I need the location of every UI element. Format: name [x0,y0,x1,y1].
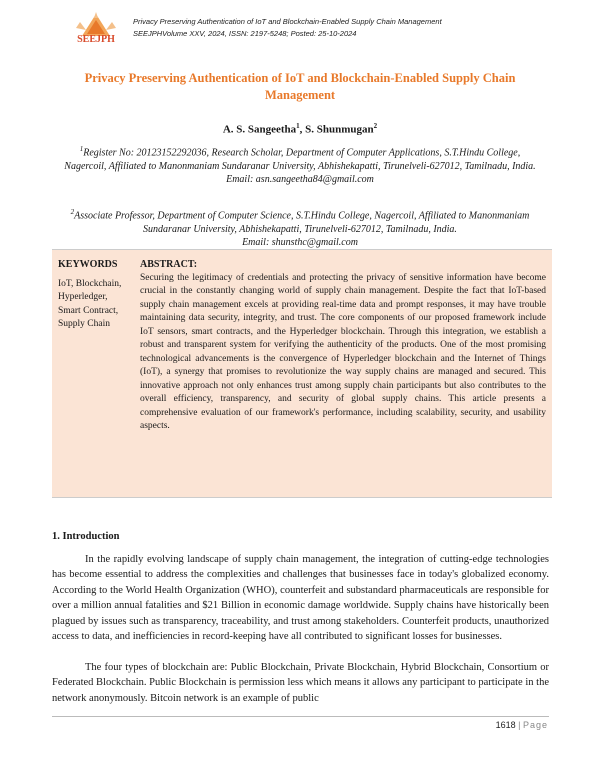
author-superscript: 1 [296,122,300,130]
page-number: 1618 [495,720,516,730]
journal-logo [72,12,120,50]
author-name: A. S. Sangeetha [222,123,297,136]
affiliation-text: Associate Professor, Department of Computer Science, S.T.Hindu College, Nagercoil, Affiliated to Manonmaniam Sundaranar University, Abhishekapatti, Tirunelveli-627012, Tamilnadu, India. [74,210,530,235]
abstract-text: Securing the legitimacy of credentials and protecting the privacy of sensitive information have become crucial in the constantly changing world of supply chain management. Despite the fact that IoT-based supply chain management excels at providing real-time data and prompt responses, it may have trouble maintaining data security, integrity, and trust. The core components of our proposed framework include IoT sensors, smart contracts, and the Hyperledger blockchain. Through this integration, we establish a robust and transparent system for verifying the authenticity of the products. One of the most promising technological advancements is the convergence of Hyperledger blockchain and the Internet of Things (IoT), a synergy that promises to revolutionize the way supply chains are managed and secured. This innovative approach not only enhances trust among supply chain participants but also contributes to the overall efficiency, transparency, and security of global supply chains. This article presents a comprehensive evaluation of our framework's performance, including scalability, security, and usability aspects. [140,272,546,431]
keywords-heading: KEYWORDS [58,259,118,270]
author-superscript: 2 [373,122,378,130]
keyword-item: Smart Contract, [58,305,119,316]
keyword-item: Hyperledger, [58,292,108,302]
author-line [60,122,540,136]
author-name: S. Shunmugan [305,123,374,136]
keywords-column [58,258,138,332]
section-heading: 1. Introduction [52,531,120,542]
footer-divider [52,716,549,717]
abstract-box [52,249,552,498]
running-title: Privacy Preserving Authentication of IoT and Blockchain-Enabled Supply Chain Management [133,17,442,26]
affiliation-email: Email: asn.sangeetha84@gmail.com [226,174,374,186]
abstract-column [140,258,546,434]
affiliation-marker: 1 [79,145,84,153]
affiliation-2 [60,206,540,250]
page-header [60,8,560,48]
affiliation-1 [60,143,540,187]
footer-separator: | [518,720,521,730]
affiliation-text: Register No: 20123152292036, Research Scholar, Department of Computer Applications, S.T.Hindu College, Nagercoil, Affiliated to Manonmaniam Sundaranar University, Abhishekapatti, Tirunelveli-627012, Tamilnadu, India. [64,147,536,172]
page-footer [496,720,548,730]
body-paragraph: The four types of blockchain are: Public Blockchain, Private Blockchain, Hybrid Blockchain, Consortium or Federated Blockchain. Public Blockchain is permission less which means it allows any participant to participate in the network anonymously. Bitcoin network is an example of public [52,662,549,704]
affiliation-email: Email: shunsthc@gmail.com [242,237,358,249]
author-separator: , [299,123,306,136]
keyword-item: Supply Chain [58,319,110,329]
keyword-item: IoT, Blockchain, [58,278,122,289]
page-label: Page [522,720,548,730]
abstract-heading: ABSTRACT: [140,259,198,270]
logo-text: SEEJPH [77,34,115,45]
journal-info: SEEJPHVolume XXV, 2024, ISSN: 2197-5248; Posted: 25-10-2024 [133,29,357,38]
body-paragraph: In the rapidly evolving landscape of supply chain management, the integration of cutting-edge technologies has become essential to address the complexities and challenges that businesses face in today's globalized economy. According to the World Health Organization (WHO), counterfeit and substandard pharmaceuticals are responsible for over a million annual fatalities and $21 Billion in economic damage worldwide. Supply chains have historically been plagued by issues such as transparency, traceability, and trust among stakeholders. Counterfeit products, unauthorized access to data, and inefficiencies in record-keeping have all contributed to significant losses for businesses. [52,554,549,643]
affiliation-marker: 2 [70,208,75,216]
paper-title: Privacy Preserving Authentication of IoT and Blockchain-Enabled Supply Chain Management [84,71,516,102]
